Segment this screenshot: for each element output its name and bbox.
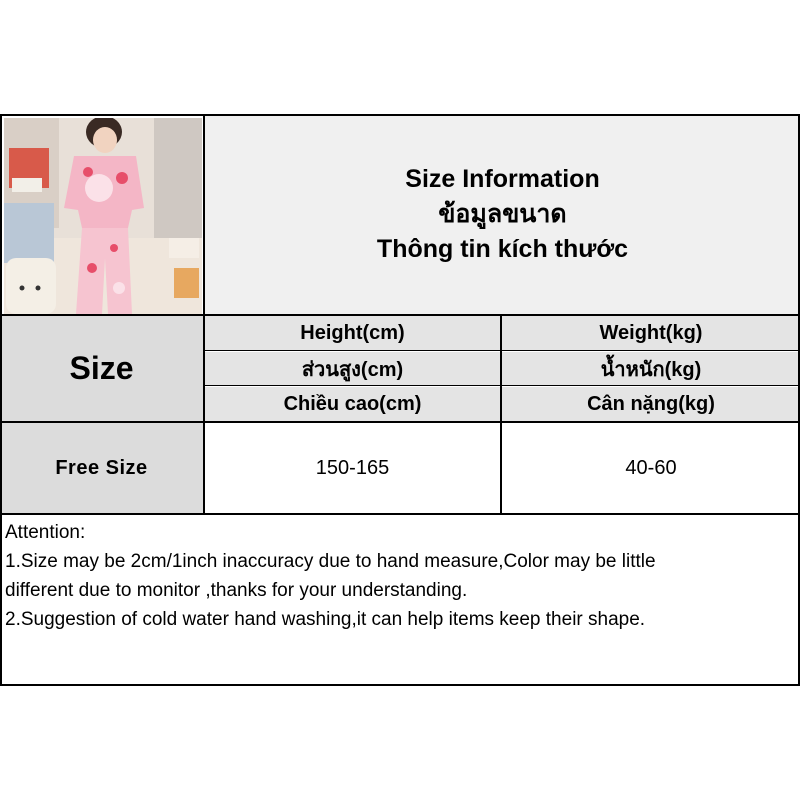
size-information-header [205, 114, 800, 314]
weight-header-vi: Cân nặng(kg) [502, 387, 800, 421]
height-header-th: ส่วนสูง(cm) [205, 352, 500, 385]
height-value: 150-165 [315, 456, 390, 479]
attention-heading: Attention: [5, 522, 86, 543]
table-divider [0, 421, 800, 423]
height-header-en: Height(cm) [205, 316, 500, 350]
table-divider [500, 314, 502, 515]
note-line: 1.Size may be 2cm/1inch inaccuracy due to hand measure,Color may be little [5, 551, 656, 572]
table-divider [0, 513, 800, 515]
table-divider [205, 350, 800, 351]
size-column-label: Size [0, 316, 203, 421]
weight-header-en: Weight(kg) [502, 316, 800, 350]
free-size-label: Free Size [0, 423, 203, 513]
table-divider [0, 314, 800, 316]
size-chart [0, 114, 800, 686]
table-divider [203, 114, 205, 515]
attention-notes [5, 518, 795, 634]
height-header-vi: Chiều cao(cm) [205, 387, 500, 421]
title-vietnamese: Thông tin kích thước [376, 234, 629, 263]
title-english: Size Information [405, 164, 600, 193]
weight-header-th: น้ำหนัก(kg) [502, 352, 800, 385]
product-photo [4, 118, 202, 314]
table-border-left [0, 114, 2, 686]
table-border-bottom [0, 684, 800, 686]
note-line: 2.Suggestion of cold water hand washing,it can help items keep their shape. [5, 609, 646, 630]
weight-value: 40-60 [625, 456, 677, 479]
table-border-top [0, 114, 800, 116]
note-line: different due to monitor ,thanks for your understanding. [5, 580, 468, 601]
table-divider [205, 385, 800, 386]
title-thai: ข้อมูลขนาด [438, 199, 567, 228]
